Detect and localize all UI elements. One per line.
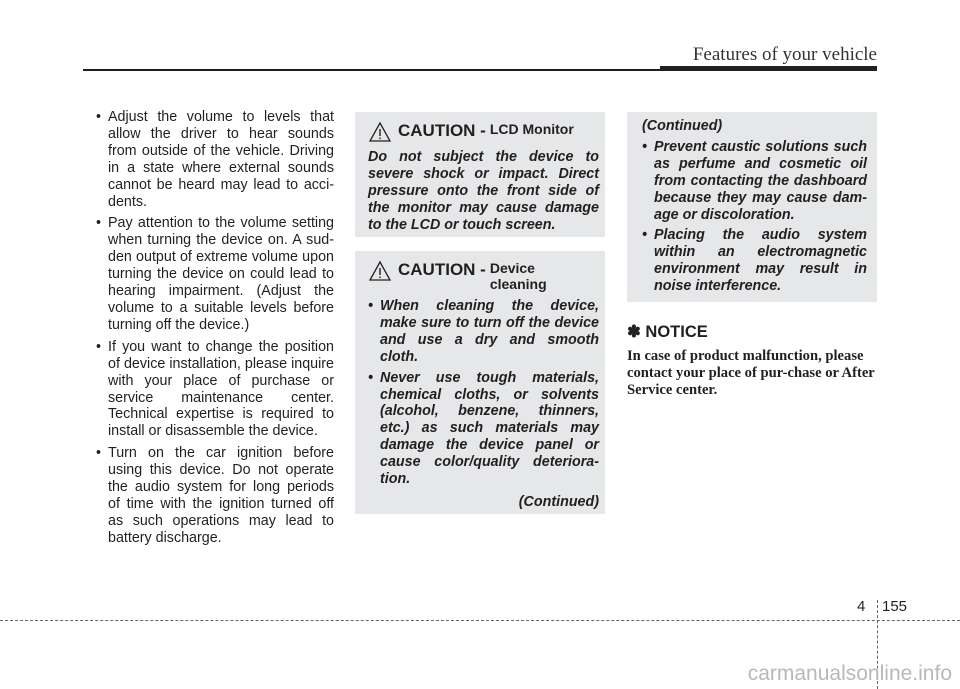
caution-subject: Device cleaning [489,260,547,292]
bullet-item: • If you want to change the position of device installation, please inquire with your place of purchase or service maintenance center. Technical expertise is required to install or disassemble the device. [96,339,334,440]
caution-bullet-item: • Placing the audio system within an electromagnetic environment may result in noise interference. [642,227,867,295]
bullet-item: • Adjust the volume to levels that allow the driver to hear sounds from outside of the vehicle. Driving in a state where external sounds cannot be heard may lead to acci-dents. [96,109,334,210]
caution-bullet-item: • Never use tough materials, chemical cloths, or solvents (alcohol, benzene, thinners, etc.) as such materials may damage the device panel or cause color/quality deteriora-tion. [368,370,599,488]
chapter-number: 4 [857,598,866,615]
page-number: 155 [882,598,908,615]
caution-label: CAUTION - [398,260,486,279]
bullet-item: • Pay attention to the volume setting when turning the device on. A sud-den output of extreme volume upon turning the device on could lead to hearing impairment. (Adjust the volume to a suitable levels before turning off the device.) [96,215,334,333]
caution-bullet-item: • When cleaning the device, make sure to turn off the device and use a dry and smooth cloth. [368,298,599,366]
caution-bullet-item: • Prevent caustic solutions such as perfume and cosmetic oil from contacting the dashboard because they may cause dam-age or discoloration. [642,139,867,224]
caution-header [368,260,599,292]
caution-box-device-cleaning [355,251,605,514]
caution-subject: LCD Monitor [489,121,574,137]
watermark-text: carmanualsonline.info [747,662,952,685]
bullet-list [96,109,334,547]
notice-heading [627,322,877,342]
continued-marker: (Continued) [642,118,723,134]
caution-bullet-list [368,298,599,488]
left-column [96,109,334,552]
header-rule-accent [660,66,877,71]
footer-dashed-rule [0,620,960,621]
continued-caution-box [627,112,877,302]
caution-text: Do not subject the device to severe shock or impact. Direct pressure onto the front side of the monitor may cause damage to the LCD or touch screen. [368,149,599,233]
caution-bullet-list [642,139,867,295]
notice-section [627,322,877,400]
caution-header [368,121,599,143]
continued-marker: (Continued) [518,493,599,510]
section-header-title: Features of your vehicle [692,44,877,65]
notice-star-icon: ✽ [627,323,641,341]
warning-triangle-icon [368,121,392,143]
header-rule [83,69,663,71]
caution-box-lcd-monitor [355,112,605,237]
bullet-item: • Turn on the car ignition before using this device. Do not operate the audio system for long periods of time with the ignition turned off as such operations may lead to battery discharge. [96,445,334,546]
warning-triangle-icon [368,260,392,282]
notice-text: In case of product malfunction, please contact your place of pur-chase or After Service center. [627,348,875,399]
caution-label: CAUTION - [398,121,486,140]
notice-title: NOTICE [645,323,708,341]
